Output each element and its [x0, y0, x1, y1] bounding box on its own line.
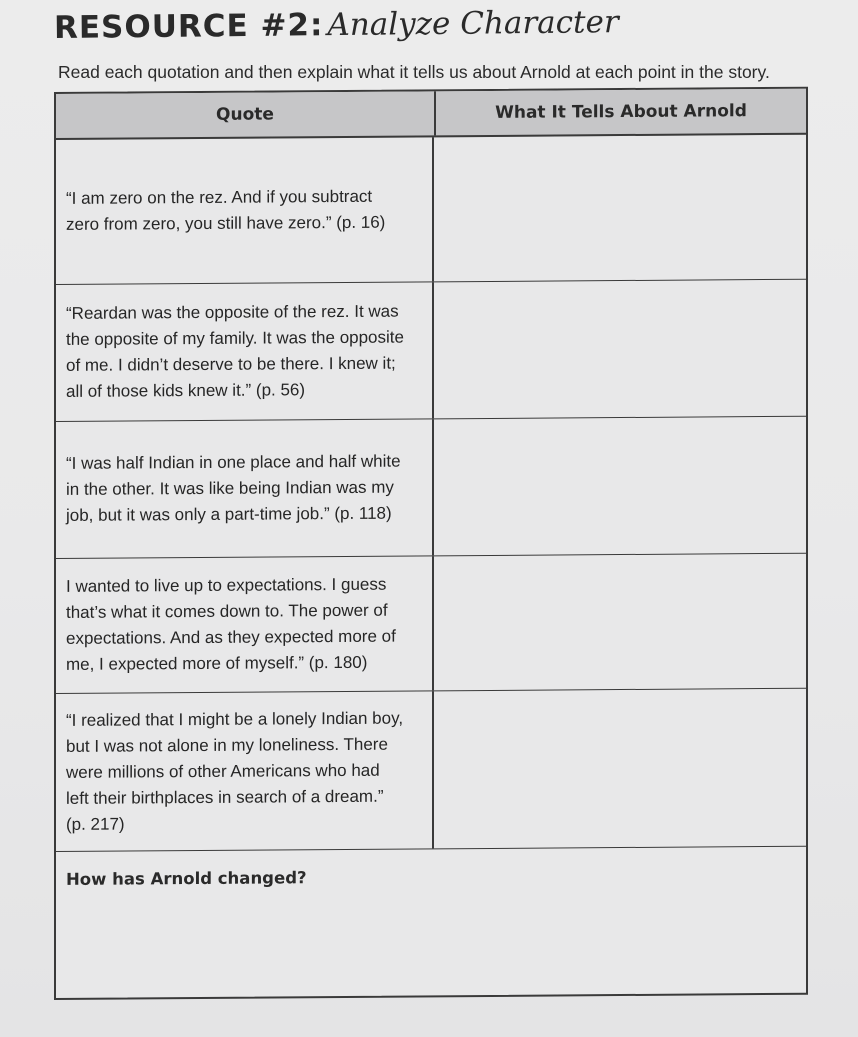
page-title [54, 4, 619, 46]
table-header-row [56, 89, 806, 140]
quote-cell [56, 556, 434, 693]
answer-field[interactable] [434, 135, 806, 282]
instructions-text: Read each quotation and then explain what it tells us about Arnold at each point in the story. [58, 62, 770, 82]
column-header-what-it-tells: What It Tells About Arnold [495, 101, 747, 123]
quote-text: “Reardan was the opposite of the rez. It was the opposite of my family. It was the opposite of me. I didn’t deserve to be there. I knew it; all of those kids knew it.” (p. 56) [66, 301, 404, 401]
title-resource-number: RESOURCE #2: [53, 7, 324, 46]
quote-cell [56, 282, 434, 421]
quote-text: “I am zero on the rez. And if you subtract zero from zero, you still have zero.” (p. 16) [66, 186, 386, 234]
table-row [56, 135, 806, 285]
quote-text: “I was half Indian in one place and half white in the other. It was like being Indian was my job, but it was only a part-time job.” (p. 118) [66, 451, 401, 525]
quote-cell [56, 137, 434, 284]
table-row [56, 280, 806, 422]
table-row [56, 417, 806, 559]
summary-question: How has Arnold changed? [66, 868, 307, 889]
character-analysis-table [54, 87, 808, 1000]
quote-cell [56, 691, 434, 851]
quote-text: “I realized that I might be a lonely Indian boy, but I was not alone in my loneliness. There were millions of other Americans who had left their birthplaces in search of a dream.” (p. 217) [66, 708, 404, 834]
table-row [56, 689, 806, 852]
column-header-quote: Quote [56, 91, 436, 138]
answer-field[interactable] [434, 280, 806, 419]
summary-section [56, 847, 806, 998]
summary-answer-field[interactable] [66, 884, 796, 969]
answer-field[interactable] [434, 554, 806, 691]
quote-text: I wanted to live up to expectations. I guess that’s what it comes down to. The power of expectations. And as they expected more of me, I expected more of myself.” (p. 180) [66, 574, 396, 674]
answer-field[interactable] [434, 689, 806, 849]
answer-field[interactable] [434, 417, 806, 556]
title-activity-name: Analyze Character [327, 4, 619, 44]
quote-cell [56, 419, 434, 558]
table-row [56, 554, 806, 694]
